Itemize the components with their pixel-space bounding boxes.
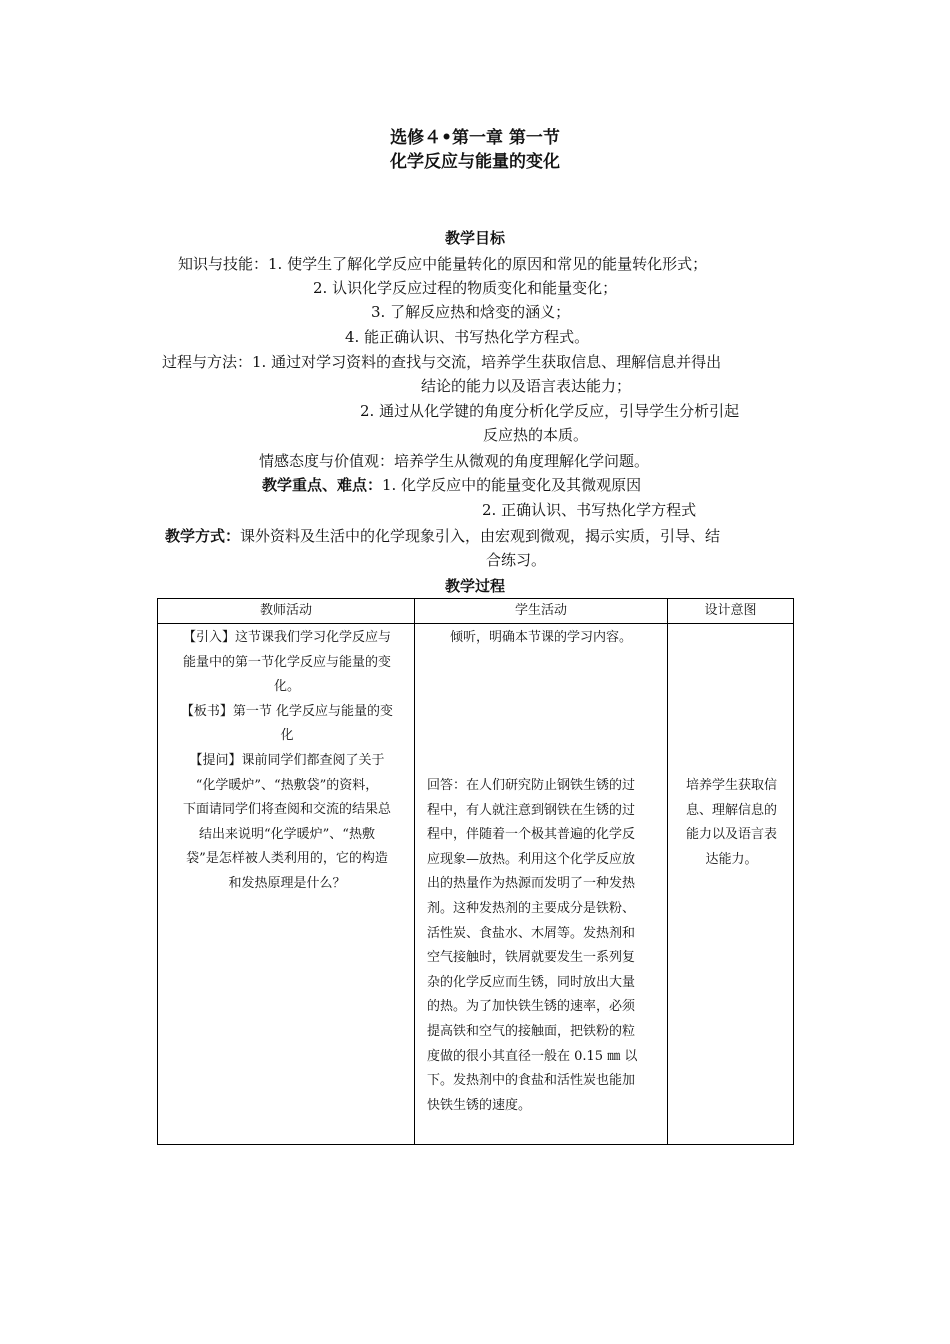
process-line-4: 反应热的本质。 bbox=[483, 426, 589, 444]
table-header-row bbox=[158, 599, 794, 624]
intent-line: 能力以及语言表 bbox=[685, 827, 777, 843]
teacher-line: 下面请同学们将查阅和交流的结果总 bbox=[182, 802, 391, 818]
keypoints-label: 教学重点、难点： bbox=[262, 476, 383, 494]
student-line: 程中，有人就注意到钢铁在生锈的过 bbox=[427, 802, 636, 818]
student-line: 应现象—放热。利用这个化学反应放 bbox=[427, 851, 636, 867]
document-title-line1: 选修４•第一章 第一节 bbox=[390, 128, 560, 148]
keypoints-line-2: 2. 正确认识、书写热化学方程式 bbox=[482, 501, 697, 519]
process-table-heading: 教学过程 bbox=[444, 577, 505, 595]
student-line: 剂。这种发热剂的主要成分是铁粉、 bbox=[427, 900, 636, 916]
column-header-student: 学生活动 bbox=[415, 599, 668, 624]
keypoints-item-1: 1. 化学反应中的能量变化及其微观原因 bbox=[382, 476, 642, 494]
student-line: 的热。为了加快铁生锈的速率，必须 bbox=[427, 999, 636, 1015]
method-line-2: 合练习。 bbox=[486, 551, 547, 569]
teacher-line: “化学暖炉”、“热敷袋”的资料， bbox=[195, 777, 379, 793]
student-line: 提高铁和空气的接触面，把铁粉的粒 bbox=[427, 1023, 636, 1039]
student-line: 活性炭、食盐水、木屑等。发热剂和 bbox=[427, 925, 636, 941]
process-line-2: 结论的能力以及语言表达能力； bbox=[421, 377, 632, 395]
teacher-line: 能量中的第一节化学反应与能量的变 bbox=[182, 654, 391, 670]
column-header-intent: 设计意图 bbox=[668, 599, 794, 624]
teacher-line: 【板书】第一节 化学反应与能量的变 bbox=[180, 703, 394, 719]
intent-line: 达能力。 bbox=[705, 851, 758, 867]
student-activity-cell bbox=[415, 624, 668, 1145]
knowledge-line-2: 2. 认识化学反应过程的物质变化和能量变化； bbox=[313, 279, 618, 297]
method-text-1: 课外资料及生活中的化学现象引入，由宏观到微观，揭示实质，引导、结 bbox=[240, 527, 721, 545]
objectives-heading: 教学目标 bbox=[444, 229, 505, 247]
document-title-line2: 化学反应与能量的变化 bbox=[390, 152, 560, 172]
teacher-line: 化 bbox=[280, 728, 294, 744]
teacher-line: 袋”是怎样被人类利用的，它的构造 bbox=[186, 851, 388, 867]
student-line: 回答：在人们研究防止钢铁生锈的过 bbox=[427, 778, 636, 793]
intent-line: 培养学生获取信 bbox=[685, 778, 777, 793]
design-intent-cell bbox=[668, 624, 794, 1145]
teacher-line: 【引入】这节课我们学习化学反应与 bbox=[182, 630, 391, 645]
process-line-1: 过程与方法：1. 通过对学习资料的查找与交流，培养学生获取信息、理解信息并得出 bbox=[162, 353, 722, 371]
method-line-1 bbox=[165, 526, 720, 546]
teacher-activity-cell bbox=[158, 624, 415, 1145]
attitude-line: 情感态度与价值观：培养学生从微观的角度理解化学问题。 bbox=[259, 452, 650, 470]
student-line: 快铁生锈的速度。 bbox=[427, 1097, 532, 1113]
student-line: 出的热量作为热源而发明了一种发热 bbox=[427, 876, 636, 892]
knowledge-line-4: 4. 能正确认识、书写热化学方程式。 bbox=[345, 328, 590, 346]
teacher-line: 结出来说明“化学暖炉”、“热敷 bbox=[199, 826, 375, 842]
keypoints-line-1 bbox=[262, 475, 641, 495]
student-line: 程中，伴随着一个极其普遍的化学反 bbox=[427, 827, 636, 843]
student-intro: 倾听，明确本节课的学习内容。 bbox=[449, 630, 632, 645]
table-row bbox=[158, 624, 794, 1145]
teaching-process-table bbox=[157, 598, 794, 1145]
teacher-line: 化。 bbox=[273, 679, 300, 695]
student-line: 度做的很小其直径一般在 0.15 ㎜ 以 bbox=[427, 1048, 638, 1064]
teacher-line: 和发热原理是什么？ bbox=[228, 875, 346, 891]
intent-line: 息、理解信息的 bbox=[685, 802, 777, 818]
teacher-line: 【提问】课前同学们都查阅了关于 bbox=[189, 752, 385, 768]
method-label: 教学方式： bbox=[165, 527, 241, 545]
knowledge-line-3: 3. 了解反应热和焓变的涵义； bbox=[371, 303, 571, 321]
process-line-3: 2. 通过从化学键的角度分析化学反应，引导学生分析引起 bbox=[360, 402, 740, 420]
column-header-teacher: 教师活动 bbox=[158, 599, 415, 624]
student-line: 空气接触时，铁屑就要发生一系列复 bbox=[427, 950, 636, 966]
student-line: 下。发热剂中的食盐和活性炭也能加 bbox=[427, 1073, 636, 1089]
student-line: 杂的化学反应而生锈，同时放出大量 bbox=[427, 974, 636, 990]
knowledge-line-1: 知识与技能：1. 使学生了解化学反应中能量转化的原因和常见的能量转化形式； bbox=[178, 255, 708, 273]
